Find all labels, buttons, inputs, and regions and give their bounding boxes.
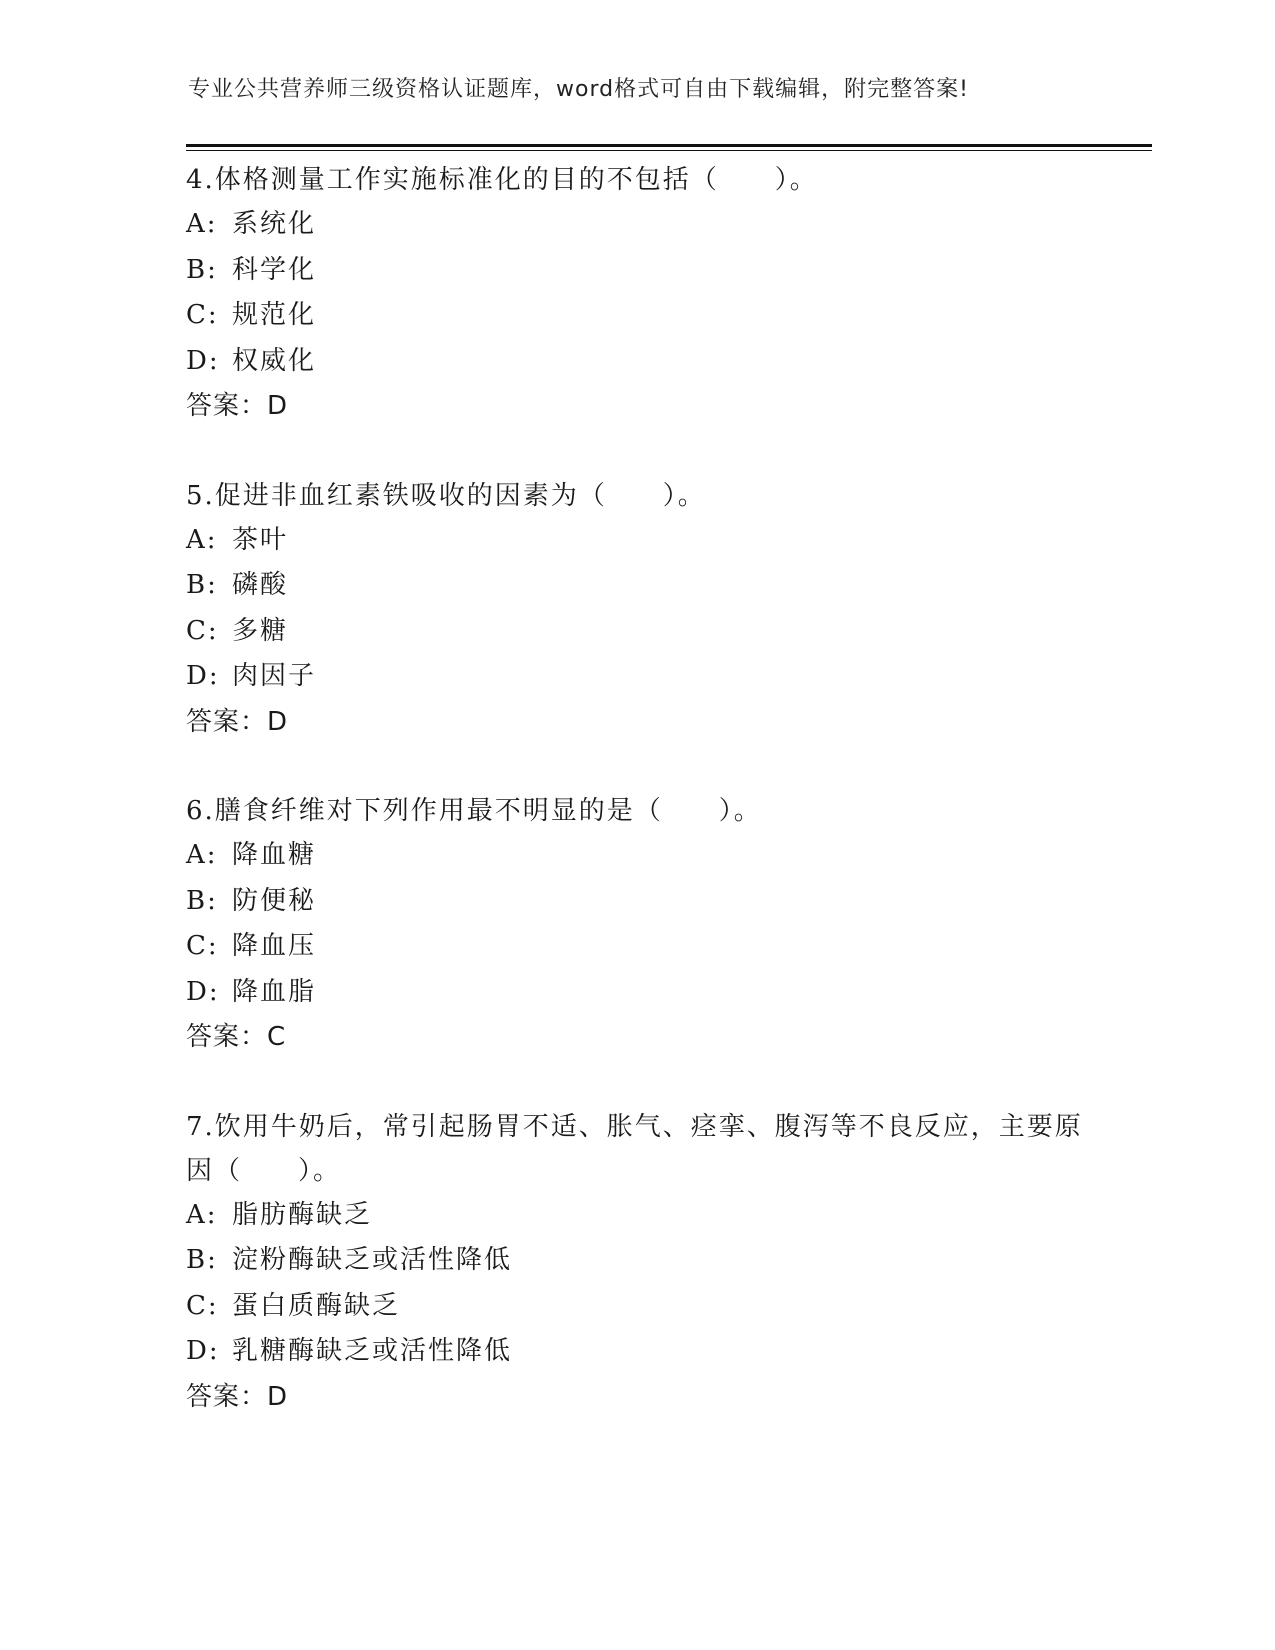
option-text: 淀粉酶缺乏或活性降低 [232,1245,513,1275]
option-c [186,1284,1086,1330]
option-c [186,924,1086,970]
header-rule-thin [186,150,1152,151]
option-key: C: [186,931,219,961]
question-stem: 7.饮用牛奶后，常引起肠胃不适、胀气、痉挛、腹泻等不良反应，主要原因（ ）。 [186,1111,1083,1186]
option-text: 防便秘 [232,885,317,916]
option-key: A: [186,209,218,239]
option-text: 规范化 [232,300,317,330]
option-a [186,1193,1086,1239]
option-text: 多糖 [232,615,289,646]
option-key: B: [186,570,218,600]
answer: 答案：D [186,706,289,737]
option-text: 降血糖 [232,840,317,870]
option-c [186,293,1086,339]
question-5 [186,474,1086,746]
answer: 答案：C [186,1022,287,1052]
question-list [186,158,1086,1464]
option-d [186,1329,1086,1375]
option-key: B: [186,1245,218,1275]
option-key: D: [186,1336,220,1366]
option-key: C: [186,615,219,646]
option-text: 蛋白质酶缺乏 [232,1290,401,1321]
option-a [186,833,1086,879]
option-d [186,654,1086,700]
option-b [186,879,1086,925]
option-text: 系统化 [232,209,317,239]
option-key: C: [186,1290,219,1321]
option-key: D: [186,976,220,1007]
option-b [186,248,1086,294]
option-text: 磷酸 [232,570,289,600]
option-key: B: [186,254,218,285]
option-key: A: [186,840,218,870]
option-a [186,202,1086,248]
option-d [186,339,1086,385]
option-text: 肉因子 [232,661,317,691]
question-6 [186,789,1086,1061]
question-4 [186,158,1086,430]
answer: 答案：D [186,1381,289,1412]
question-stem: 6.膳食纤维对下列作用最不明显的是（ ）。 [186,796,762,826]
option-text: 科学化 [232,254,317,285]
option-text: 乳糖酶缺乏或活性降低 [232,1336,513,1366]
option-text: 脂肪酶缺乏 [232,1199,373,1230]
option-c [186,609,1086,655]
option-key: D: [186,661,220,691]
option-d [186,970,1086,1016]
option-b [186,1238,1086,1284]
option-key: A: [186,1199,218,1230]
header-rule-thick [186,144,1152,147]
option-a [186,518,1086,564]
option-text: 降血脂 [232,976,317,1007]
option-text: 茶叶 [232,524,289,555]
question-stem: 4.体格测量工作实施标准化的目的不包括（ ）。 [186,165,818,195]
option-key: B: [186,885,218,916]
question-stem: 5.促进非血红素铁吸收的因素为（ ）。 [186,480,706,511]
question-7 [186,1105,1086,1421]
answer: 答案：D [186,391,289,421]
option-text: 权威化 [232,345,317,376]
option-key: A: [186,524,218,555]
option-b [186,563,1086,609]
option-text: 降血压 [232,931,317,961]
option-key: C: [186,300,219,330]
option-key: D: [186,345,220,376]
page-header: 专业公共营养师三级资格认证题库，word格式可自由下载编辑，附完整答案! [188,77,969,102]
